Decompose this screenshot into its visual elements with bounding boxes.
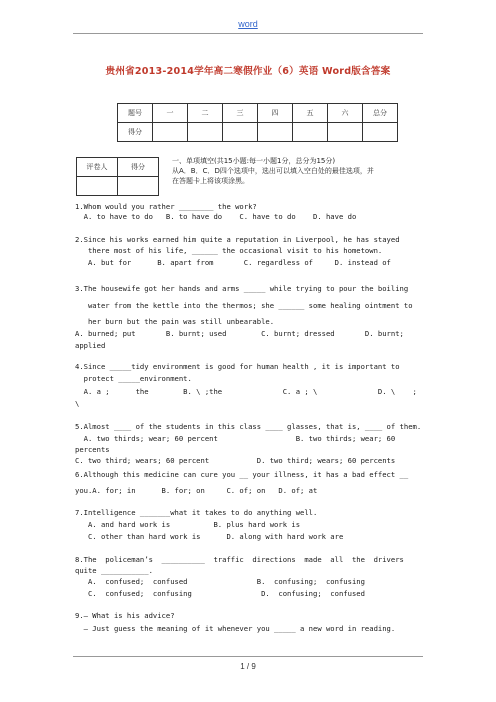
score-cell: 五 [293, 104, 328, 123]
score-cell [293, 123, 328, 142]
score-cell [188, 123, 223, 142]
question-line: you.A. for; in B. for; on C. of; on D. of; at [75, 486, 318, 495]
score-cell [153, 123, 188, 142]
section-instructions [172, 156, 422, 186]
score-cell: 一 [153, 104, 188, 123]
score-table [117, 103, 398, 142]
grader-cell: 评卷人 [77, 158, 118, 177]
header-rule [73, 33, 423, 34]
question-line: 4.Since _____tidy environment is good for human health , it is important to [75, 362, 400, 371]
question-line: 1.Whom would you rather ________ the work? [75, 202, 257, 211]
score-cell [258, 123, 293, 142]
score-table-score-row [118, 123, 398, 142]
score-table-header-row [118, 104, 398, 123]
grader-header-row [77, 158, 159, 177]
question-line: 6.Although this medicine can cure you __ your illness, it has a bad effect __ [75, 470, 409, 479]
grader-cell: 得分 [118, 158, 159, 177]
section-heading: 一、单项填空(共15小题:每一小题1分，总分为15分) [172, 157, 336, 165]
question-line: percents [75, 445, 110, 454]
score-cell: 得分 [118, 123, 153, 142]
grader-table [76, 157, 159, 196]
section-instruction-line: 从A．B．C．D四个选项中，选出可以填入空白处的最佳选项，并 [172, 167, 374, 175]
score-cell: 四 [258, 104, 293, 123]
grader-cell [77, 177, 118, 196]
question-line: C. two third; wears; 60 percent D. two third; wears; 60 percents [75, 456, 396, 465]
question-line: A. burned; put B. burnt; used C. burnt; dressed D. burnt; [75, 329, 404, 338]
footer-rule [73, 656, 423, 657]
score-cell [223, 123, 258, 142]
question-line: \ [75, 399, 80, 408]
grader-blank-row [77, 177, 159, 196]
question-line: there most of his life, ______ the occasional visit to his hometown. [75, 246, 383, 255]
question-line: C. other than hard work is D. along with hard work are [75, 532, 344, 541]
question-line: A. two thirds; wear; 60 percent B. two thirds; wear; 60 [75, 434, 396, 443]
question-line: 9.— What is his advice? [75, 611, 175, 620]
question-line: 5.Almost ____ of the students in this class ____ glasses, that is, ____ of them. [75, 422, 422, 431]
question-line: quite ___________. [75, 566, 153, 575]
question-line: C. confused; confusing D. confusing; confused [75, 589, 365, 598]
score-cell: 二 [188, 104, 223, 123]
question-line: A. and hard work is B. plus hard work is [75, 520, 301, 529]
question-line: applied [75, 341, 106, 350]
question-line: protect _____environment. [75, 374, 192, 383]
grader-cell [118, 177, 159, 196]
score-cell: 题号 [118, 104, 153, 123]
question-line: — Just guess the meaning of it whenever you _____ a new word in reading. [75, 624, 396, 633]
question-line: 2.Since his works earned him quite a reputation in Liverpool, he has stayed [75, 235, 400, 244]
question-line: 3.The housewife got her hands and arms _____ while trying to pour the boiling [75, 284, 409, 293]
question-line: A. a ; the B. \ ;the C. a ; \ D. \ ; [75, 387, 417, 396]
score-cell [363, 123, 398, 142]
score-cell: 总分 [363, 104, 398, 123]
question-line: her burn but the pain was still unbearable. [75, 317, 275, 326]
score-cell: 六 [328, 104, 363, 123]
question-line: A. but for B. apart from C. regardless of D. instead of [75, 258, 391, 267]
question-line: 7.Intelligence _______what it takes to do anything well. [75, 508, 318, 517]
question-line: water from the kettle into the thermos; she ______ some healing ointment to [75, 301, 413, 310]
score-cell: 三 [223, 104, 258, 123]
page-number: 1 / 9 [240, 662, 256, 671]
section-instruction-line: 在答题卡上将该项涂黑。 [172, 177, 249, 185]
document-title: 贵州省2013-2014学年高二寒假作业（6）英语 Word版含答案 [105, 66, 391, 77]
question-line: 8.The policeman’s __________ traffic directions made all the drivers [75, 555, 404, 564]
question-line: A. to have to do B. to have do C. have to do D. have do [75, 212, 357, 221]
question-line: A. confused; confused B. confusing; confusing [75, 577, 365, 586]
score-cell [328, 123, 363, 142]
header-word-link[interactable]: word [238, 19, 258, 29]
